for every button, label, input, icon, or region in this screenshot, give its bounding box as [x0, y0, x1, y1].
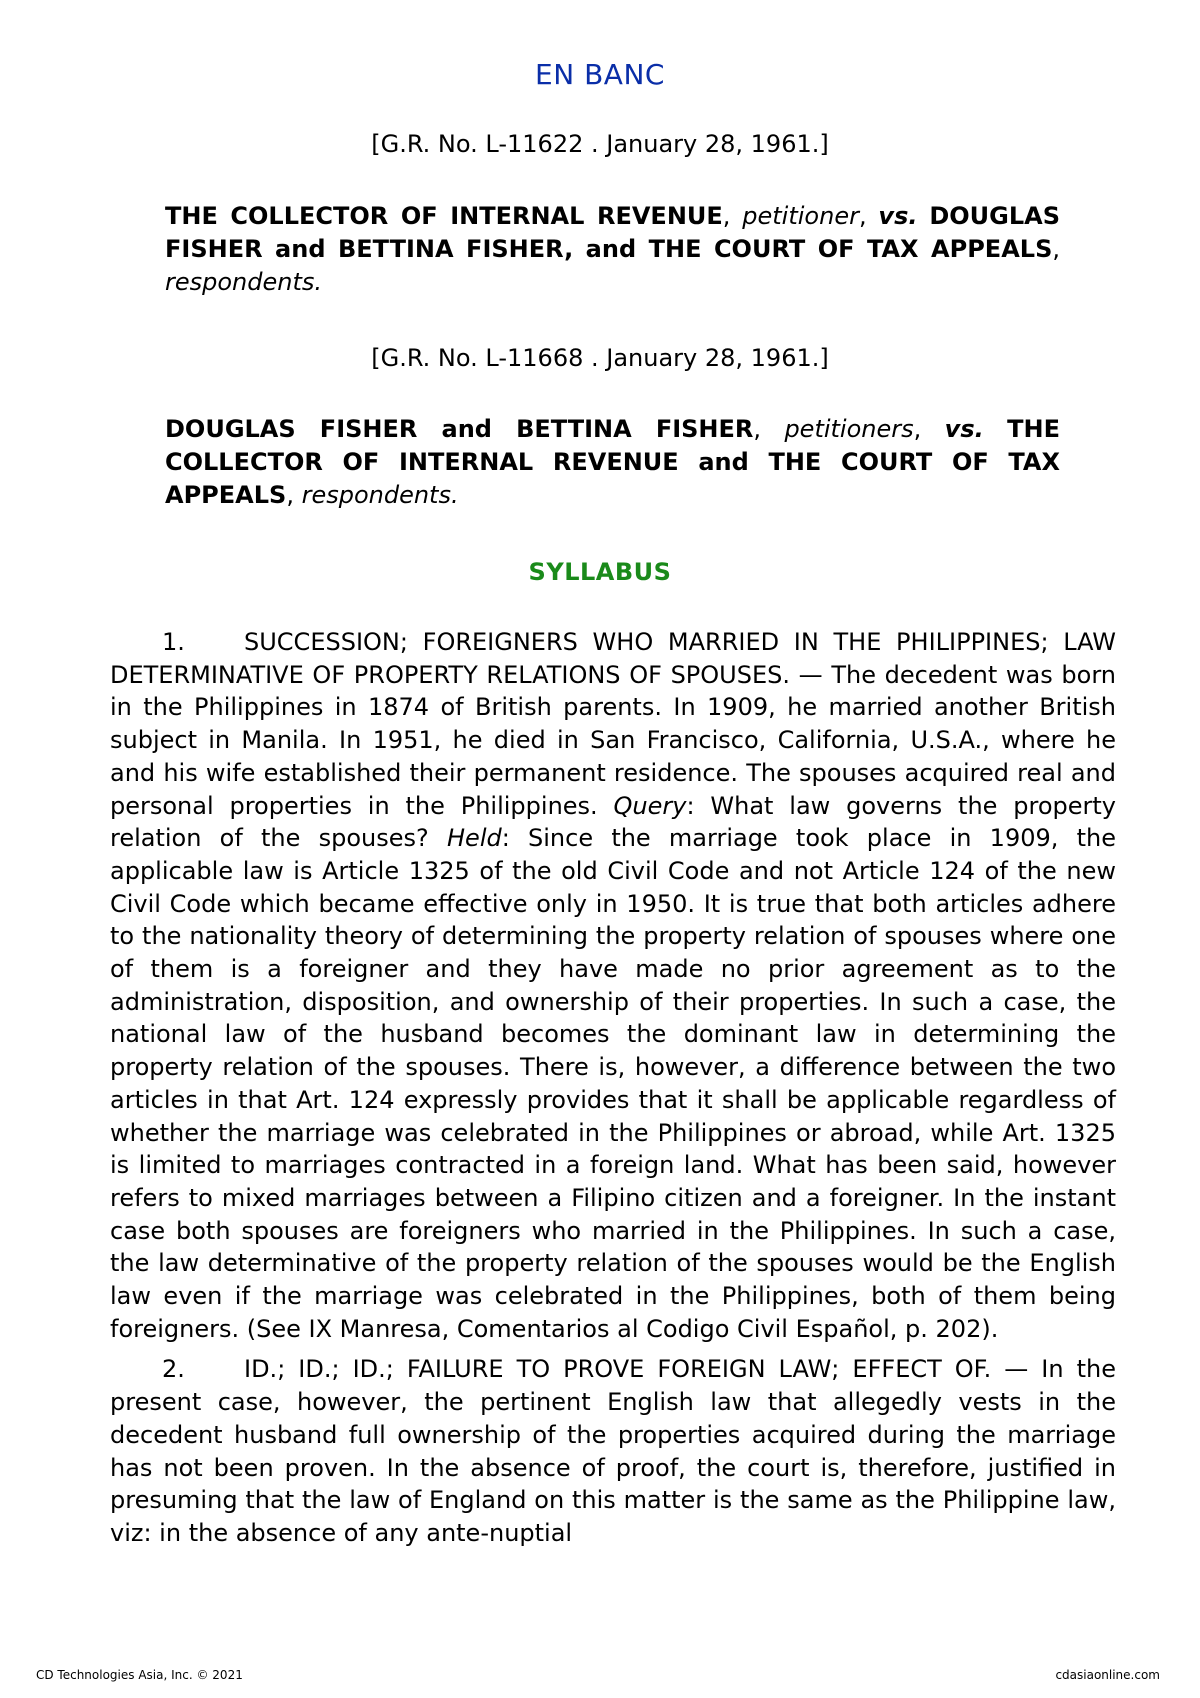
case-1-parties — [165, 200, 1060, 299]
case-2-period: . — [450, 481, 459, 509]
case-2-parties — [165, 413, 1060, 512]
case-2-separator: , — [913, 415, 945, 443]
syllabus-item-2-text: ID.; ID.; ID.; FAILURE TO PROVE FOREIGN LAW; EFFECT OF. — In the present case, however, the pertinent English law that allegedly vests in the decedent husband full ownership of the properties acquired during the marriage has not been proven. In the absence of proof, the court is, therefore, justified in presuming that the law of England on this matter is the same as the Philippine law, viz: in the absence of any ante-nuptial — [110, 1355, 1116, 1547]
case-2-separator: , — [753, 415, 785, 443]
query-label: Query — [613, 791, 687, 820]
case-2-versus: vs. — [944, 415, 984, 443]
case-1-versus: vs. — [878, 202, 918, 230]
syllabus-item-1-query-text: : What law governs the property relation of the spouses? — [110, 791, 1116, 853]
case-1-separator: , — [858, 202, 879, 230]
syllabus-item-1 — [110, 626, 1116, 1345]
case-1-respondents: DOUGLAS FISHER and BETTINA FISHER, and THE COURT OF TAX APPEALS — [165, 202, 1060, 263]
case-1-separator: , — [722, 202, 743, 230]
syllabus-item-2-number: 2. — [162, 1355, 185, 1384]
court-division: EN BANC — [535, 58, 665, 91]
held-label: Held — [447, 824, 502, 853]
case-1-gr-number: [G.R. No. L-11622 . January 28, 1961.] — [371, 130, 829, 158]
case-2-respondents-role: respondents — [301, 481, 451, 509]
syllabus-item-1-text: SUCCESSION; FOREIGNERS WHO MARRIED IN THE PHILIPPINES; LAW DETERMINATIVE OF PROPERTY RELATIONS OF SPOUSES. — The decedent was born in the Philippines in 1874 of British parents. In 1909, he married another British subject in Manila. In 1951, he died in San Francisco, California, U.S.A., where he and his wife established their permanent residence. The spouses acquired real and personal properties in the Philippines. — [110, 628, 1116, 820]
case-1-petitioner: THE COLLECTOR OF INTERNAL REVENUE — [165, 202, 723, 230]
syllabus-item-1-number: 1. — [162, 628, 185, 656]
syllabus-heading: SYLLABUS — [528, 558, 672, 586]
case-2-separator: , — [286, 481, 302, 509]
syllabus-item-2 — [110, 1353, 1116, 1549]
syllabus-item-1-held-text: : Since the marriage took place in 1909, the applicable law is Article 1325 of the old Civil Code and not Article 124 of the new Civil Code which became effective only in 1950. It is true that both articles adhere to the nationality theory of determining the property relation of spouses where one of them is a foreigner and they have made no prior agreement as to the administration, disposition, and ownership of their properties. In such a case, the national law of the husband becomes the dominant law in determining the property relation of the spouses. There is, however, a difference between the two articles in that Art. 124 expressly provides that it shall be applicable regardless of whether the marriage was celebrated in the Philippines or abroad, while Art. 1325 is limited to marriages contracted in a foreign land. What has been said, however refers to mixed marriages between a Filipino citizen and a foreigner. In the instant case both spouses are foreigners who married in the Philippines. In such a case, the law determinative of the property relation of the spouses would be the English law even if the marriage was celebrated in the Philippines, both of them being foreigners. (See IX Manresa, Comentarios al Codigo Civil Español, p. 202). — [110, 824, 1116, 1343]
case-2-gr-number: [G.R. No. L-11668 . January 28, 1961.] — [371, 344, 829, 372]
case-1-petitioner-role: petitioner — [742, 202, 859, 230]
footer-copyright: CD Technologies Asia, Inc. © 2021 — [36, 1668, 243, 1682]
case-2-petitioner-role: petitioners — [784, 415, 914, 443]
case-1-separator: , — [1052, 235, 1060, 263]
syllabus-body — [110, 626, 1116, 1558]
case-2-petitioner: DOUGLAS FISHER and BETTINA FISHER — [165, 415, 754, 443]
case-1-period: . — [314, 268, 323, 296]
footer-website: cdasiaonline.com — [1055, 1668, 1160, 1682]
case-2-respondents: THE COLLECTOR OF INTERNAL REVENUE and THE COURT OF TAX APPEALS — [165, 415, 1060, 509]
case-1-respondents-role: respondents — [165, 268, 315, 296]
